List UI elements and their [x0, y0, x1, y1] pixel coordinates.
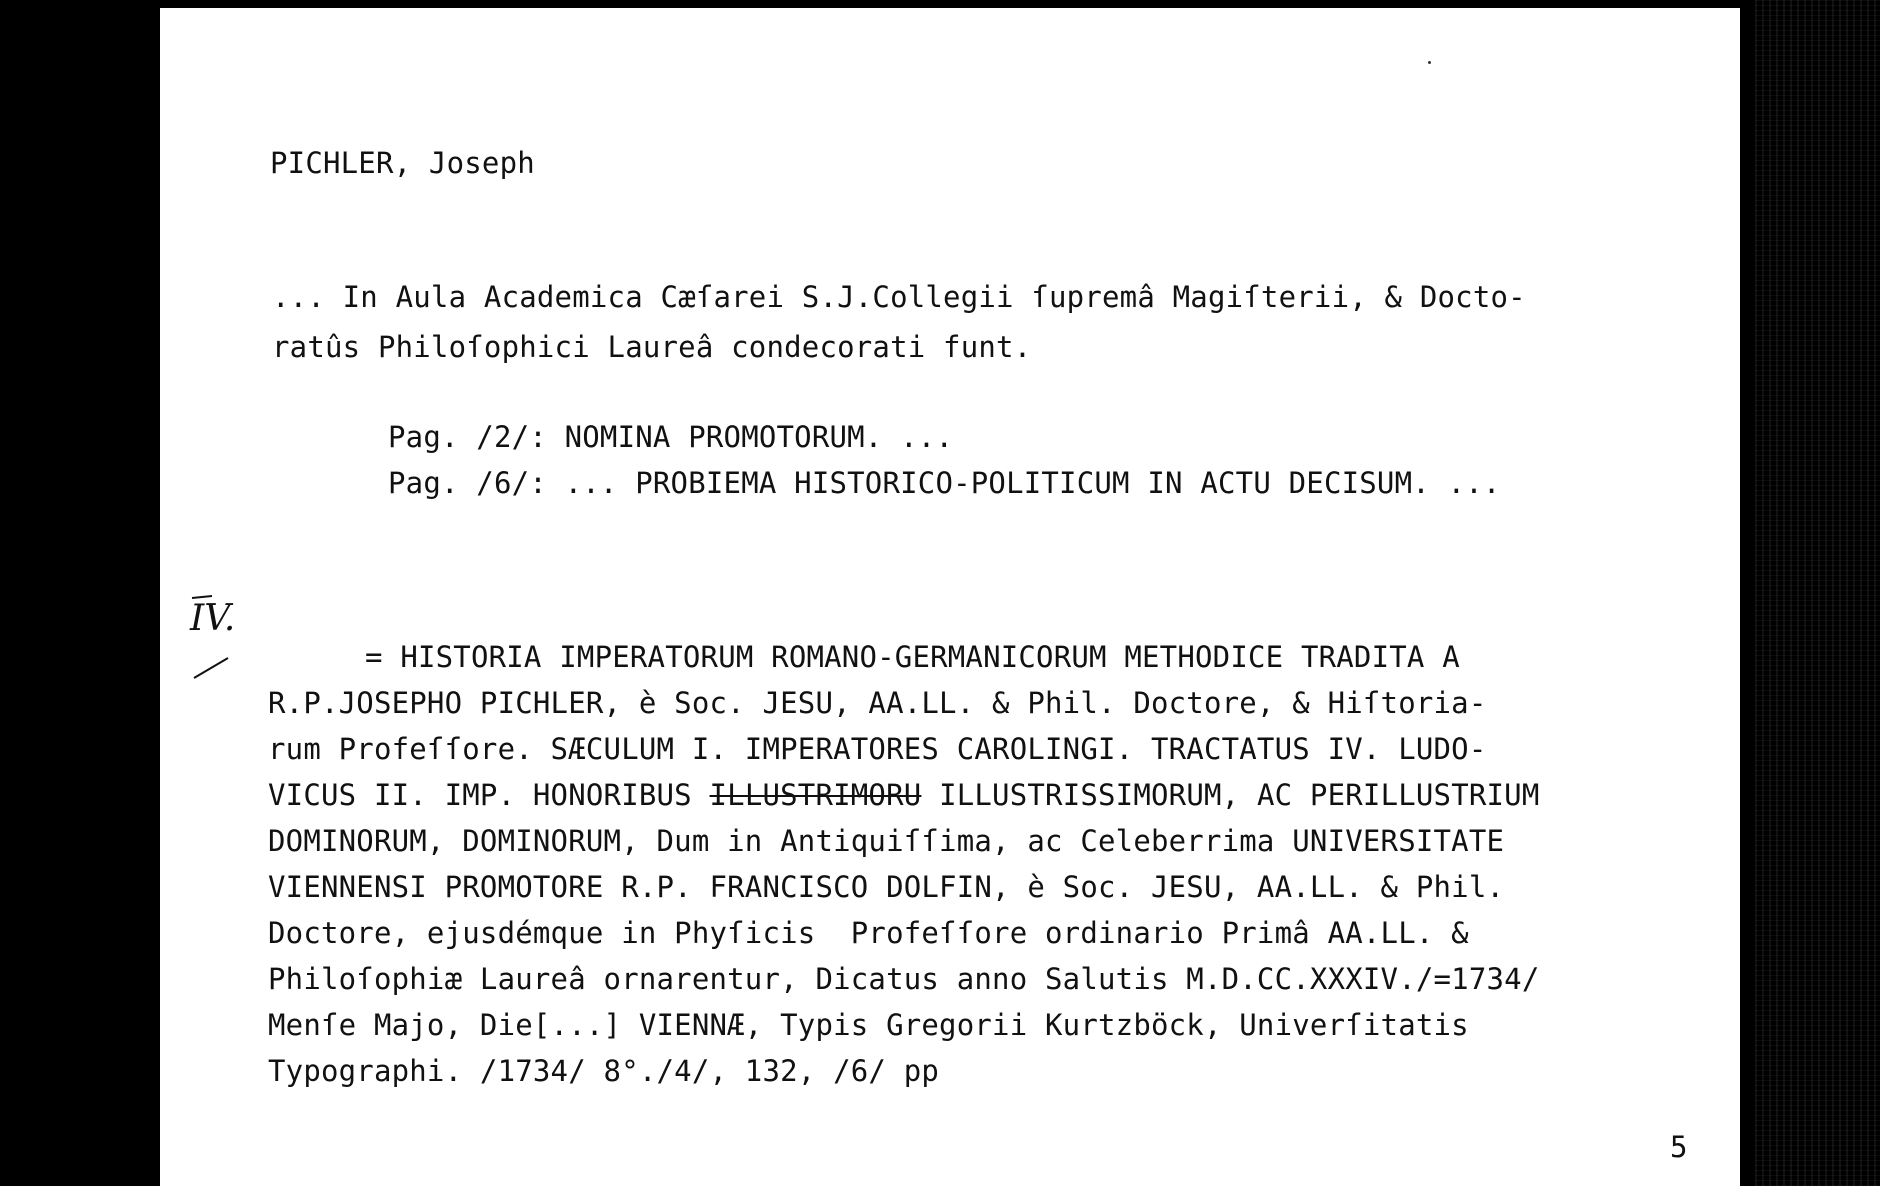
entry-line-6: VIENNENSI PROMOTORE R.P. FRANCISCO DOLFIN, è Soc. JESU, AA.LL. & Phil. [268, 870, 1505, 904]
entry-line-8: Philoſophiæ Laureâ ornarentur, Dicatus anno Salutis M.D.CC.XXXIV./=1734/ [268, 962, 1540, 996]
entry-line-10: Typographi. /1734/ 8°./4/, 132, /6/ pp [268, 1054, 940, 1088]
speck-mark [1428, 61, 1431, 64]
entry-line-1: = HISTORIA IMPERATORUM ROMANO-GERMANICORUM METHODICE TRADITA A [365, 640, 1460, 674]
scanner-edge-noise [1755, 0, 1880, 1186]
page-ref-6: Pag. /6/: ... PROBIEMA HISTORICO-POLITICUM IN ACTU DECISUM. ... [388, 466, 1501, 500]
entry-line-5: DOMINORUM, DOMINORUM, Dum in Antiquiſſima, ac Celeberrima UNIVERSITATE [268, 824, 1505, 858]
card-heading: PICHLER, Joseph [270, 146, 535, 180]
entry-line-4-start: VICUS II. IMP. HONORIBUS [268, 778, 710, 812]
intro-line-2: ratûs Philoſophici Laureâ condecorati funt. [272, 330, 1032, 364]
card-page [160, 8, 1740, 1186]
entry-line-4 [268, 778, 1540, 812]
page-ref-2: Pag. /2/: NOMINA PROMOTORUM. ... [388, 420, 954, 454]
entry-line-4-end: ILLUSTRISSIMORUM, AC PERILLUSTRIUM [921, 778, 1540, 812]
entry-line-7: Doctore, ejusdémque in Phyſicis Profeſſore ordinario Primâ AA.LL. & [268, 916, 1469, 950]
entry-line-9: Menſe Majo, Die[...] VIENNÆ, Typis Gregorii Kurtzböck, Univerſitatis [268, 1008, 1469, 1042]
page-number: 5 [1670, 1130, 1688, 1164]
margin-note-handwritten: IV. [190, 598, 236, 639]
struck-out-word: ILLUSTRIMORU [709, 778, 922, 812]
intro-line-1: ... In Aula Academica Cæſarei S.J.Collegii ſupremâ Magiſterii, & Docto- [272, 280, 1526, 314]
entry-line-3: rum Profeſſore. SÆCULUM I. IMPERATORES CAROLINGI. TRACTATUS IV. LUDO- [268, 732, 1487, 766]
entry-line-2: R.P.JOSEPHO PICHLER, è Soc. JESU, AA.LL. & Phil. Doctore, & Hiſtoria- [268, 686, 1487, 720]
margin-note-strokes [188, 588, 248, 688]
